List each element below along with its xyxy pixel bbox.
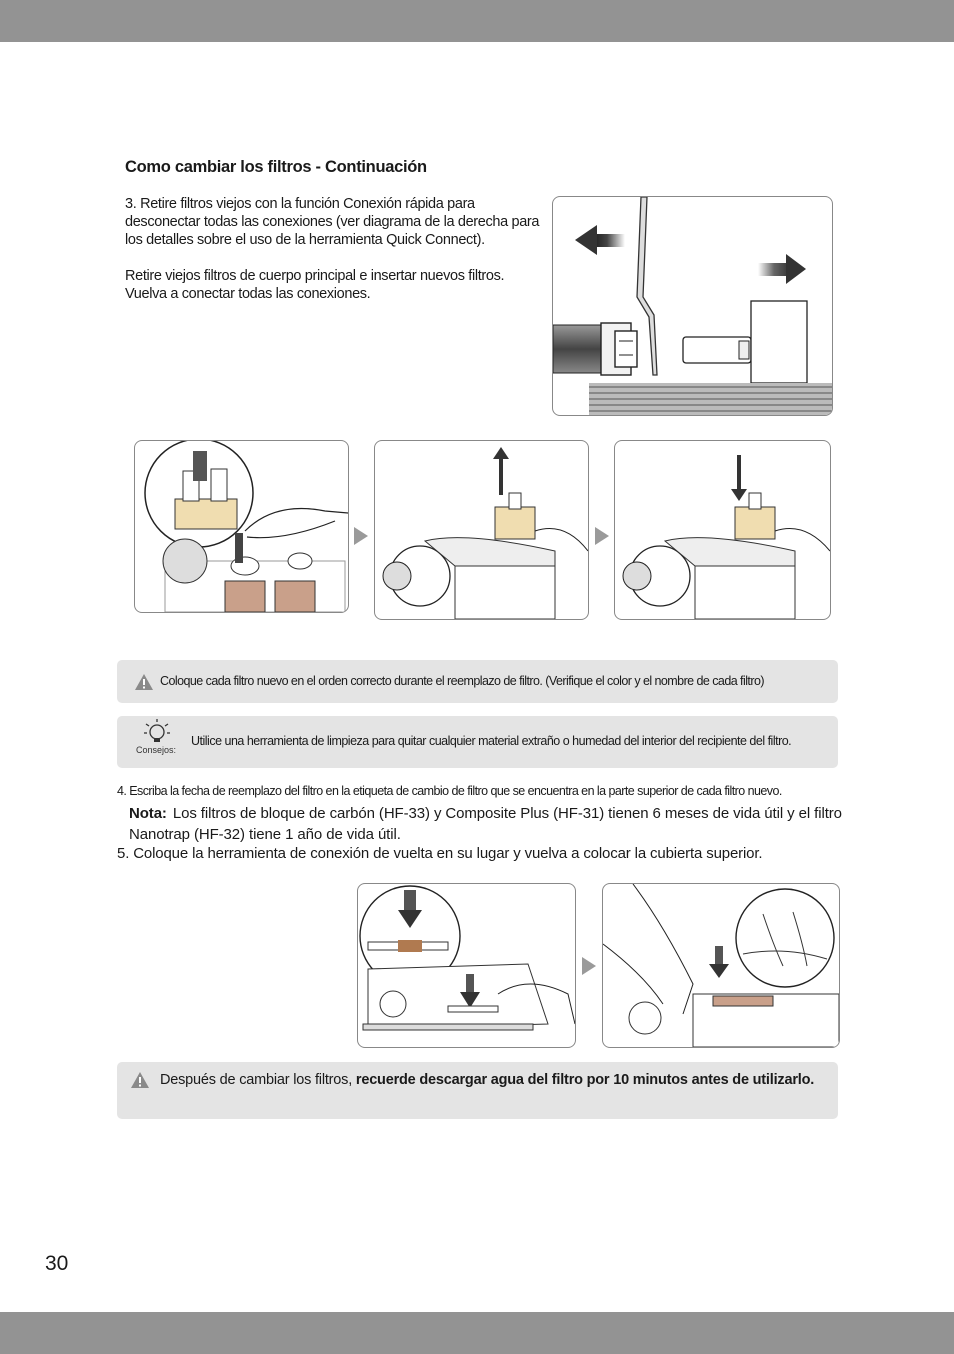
- step-3-text: [125, 195, 545, 303]
- footer-band: [0, 1312, 954, 1354]
- lightbulb-icon: [143, 718, 171, 746]
- arrow-left-icon: [575, 225, 625, 255]
- step-3-para-2: Retire viejos filtros de cuerpo principal e insertar nuevos filtros. Vuelva a conectar todas las conexiones.: [125, 268, 505, 302]
- arrow-right-icon: [758, 254, 806, 284]
- flush-warning-text: [160, 1069, 820, 1091]
- nota-text: Los filtros de bloque de carbón (HF-33) y Composite Plus (HF-31) tienen 6 meses de vida útil y el filtro Nanotrap (HF-32) tiene 1 año de vida útil.: [129, 805, 842, 843]
- section-title: Como cambiar los filtros - Continuación: [125, 158, 427, 176]
- figure-remove-connections: [134, 440, 349, 613]
- figure-lift-filter: [374, 440, 589, 620]
- header-band: [0, 0, 954, 42]
- triangle-right-icon: [582, 957, 596, 975]
- flush-warning-bold: recuerde descargar agua del filtro por 10 minutos antes de utilizarlo.: [355, 1072, 815, 1088]
- step-5-text: 5. Coloque la herramienta de conexión de vuelta en su lugar y vuelva a colocar la cubierta superior.: [117, 845, 763, 862]
- figure-replace-cover: [602, 883, 840, 1048]
- triangle-right-icon: [354, 527, 368, 545]
- flush-warning-prefix: Después de cambiar los filtros,: [160, 1072, 356, 1088]
- figure-insert-filter: [614, 440, 831, 620]
- warning-icon: [134, 673, 154, 691]
- step-3-para-1: 3. Retire filtros viejos con la función Conexión rápida para desconectar todas las conexiones (ver diagrama de la derecha para los detalles sobre el uso de la herramienta Quick Connect).: [125, 196, 540, 248]
- figure-replace-tool: [357, 883, 576, 1048]
- step-4-text: 4. Escriba la fecha de reemplazo del filtro en la etiqueta de cambio de filtro que se encuentra en la parte superior de cada filtro nuevo.: [117, 784, 782, 798]
- tip-text: Utilice una herramienta de limpieza para quitar cualquier material extraño o humedad del interior del recipiente del filtro.: [191, 734, 792, 748]
- quick-connect-diagram: [552, 196, 833, 416]
- tip-label: Consejos:: [136, 745, 177, 755]
- nota-label: Nota:: [129, 805, 167, 822]
- page-number: 30: [45, 1252, 69, 1275]
- triangle-right-icon: [595, 527, 609, 545]
- nota-paragraph: [129, 803, 844, 845]
- warning-icon: [130, 1071, 150, 1089]
- order-warning-text: Coloque cada filtro nuevo en el orden correcto durante el reemplazo de filtro. (Verifique el color y el nombre de cada filtro): [160, 674, 764, 688]
